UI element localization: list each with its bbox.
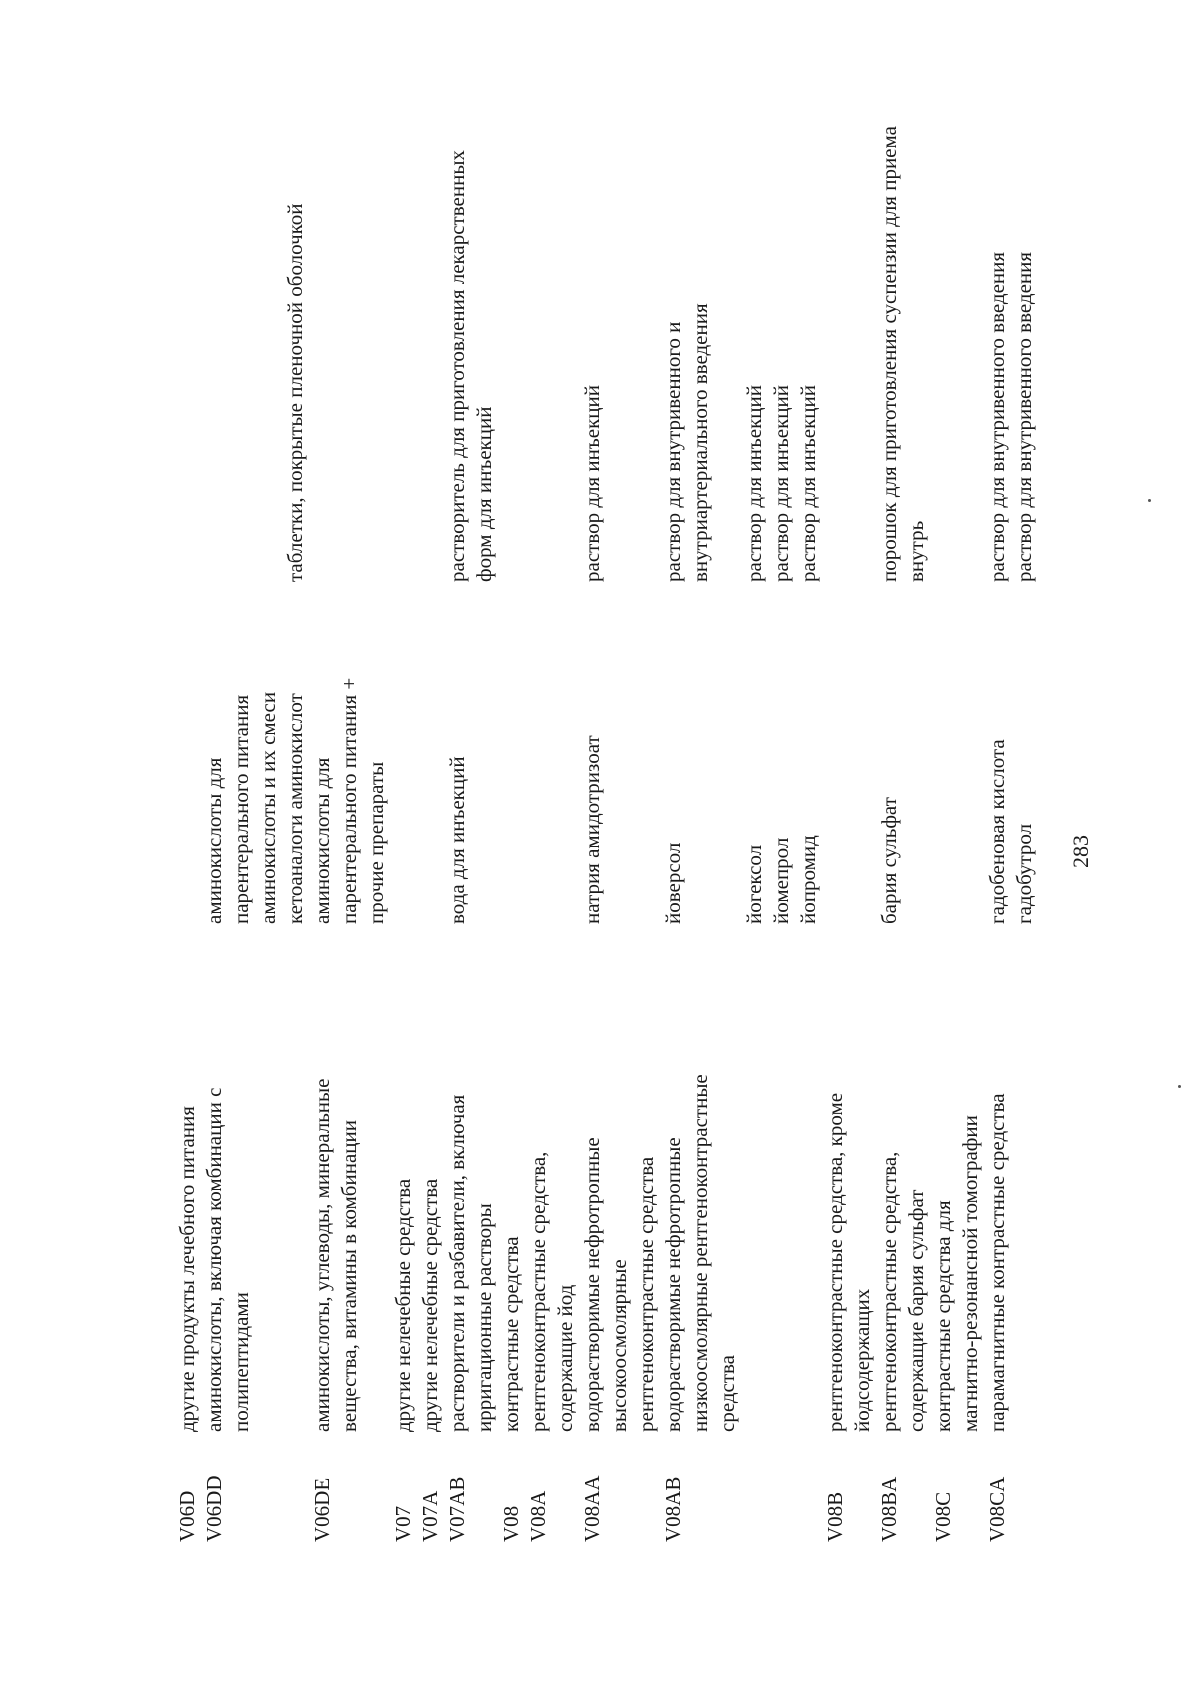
atc-code: V08C xyxy=(931,1491,955,1542)
group-name: контрастные средства для магнитно-резонансной томографии xyxy=(931,1115,982,1432)
group-name: рентгеноконтрастные средства, кроме йодсодержащих xyxy=(823,1092,874,1432)
group-name: аминокислоты, включая комбинации с полипептидами xyxy=(202,1087,253,1432)
drug-name: бария сульфат xyxy=(877,797,901,924)
drug-name: аминокислоты для парентерального питания + прочие препараты xyxy=(310,677,388,924)
atc-code: V08AA xyxy=(580,1475,604,1542)
group-name: аминокислоты, углеводы, минеральные вещества, витамины в комбинации xyxy=(310,1078,361,1432)
dosage-form: раствор для инъекций xyxy=(580,385,604,582)
dosage-form: раствор для внутривенного введения раствор для внутривенного введения xyxy=(985,251,1036,582)
group-name: водорастворимые нефротропные высокоосмолярные рентгеноконтрастные средства xyxy=(580,1137,658,1432)
atc-code: V07 xyxy=(391,1505,415,1542)
atc-code: V08 xyxy=(499,1505,523,1542)
atc-code: V08AB xyxy=(661,1476,685,1542)
drug-name: вода для инъекций xyxy=(445,756,469,924)
drug-name: натрия амидотризоат xyxy=(580,735,604,924)
drug-name: гадобеновая кислота гадобутрол xyxy=(985,739,1036,924)
group-name: растворители и разбавители, включая ирригационные растворы xyxy=(445,1094,496,1432)
dosage-form: таблетки, покрытые пленочной оболочкой xyxy=(283,203,307,582)
scan-speck xyxy=(1148,499,1151,502)
atc-code: V08BA xyxy=(877,1476,901,1542)
atc-code: V06DE xyxy=(310,1477,334,1542)
group-name: рентгеноконтрастные средства, содержащие бария сульфат xyxy=(877,1151,928,1432)
page-number: 283 xyxy=(1068,835,1093,868)
atc-code: V06D xyxy=(175,1490,199,1542)
group-name: водорастворимые нефротропные низкоосмолярные рентгеноконтрастные средства xyxy=(661,1074,739,1432)
group-name: другие продукты лечебного питания xyxy=(175,1106,199,1432)
group-name: рентгеноконтрастные средства, содержащие йод xyxy=(526,1151,577,1432)
scan-speck xyxy=(1178,1085,1181,1088)
group-name: контрастные средства xyxy=(499,1236,523,1432)
atc-code: V08CA xyxy=(985,1476,1009,1542)
dosage-form: порошок для приготовления суспензии для приема внутрь xyxy=(877,126,928,582)
group-name: другие нелечебные средства xyxy=(418,1178,442,1432)
atc-code: V08A xyxy=(526,1490,550,1542)
group-name: парамагнитные контрастные средства xyxy=(985,1093,1009,1432)
atc-code: V07AB xyxy=(445,1476,469,1542)
drug-name: аминокислоты для парентерального питания аминокислоты и их смеси кетоаналоги аминокислот xyxy=(202,691,307,924)
atc-code: V06DD xyxy=(202,1475,226,1542)
atc-code: V08B xyxy=(823,1491,847,1542)
dosage-form: растворитель для приготовления лекарственных форм для инъекций xyxy=(445,150,496,582)
group-name: другие нелечебные средства xyxy=(391,1178,415,1432)
dosage-form: раствор для внутривенного и внутриартериального введения раствор для инъекций раствор для инъекций раствор для инъекций xyxy=(661,303,820,582)
atc-code: V07A xyxy=(418,1490,442,1542)
drug-name: йоверсол йогексол йомепрол йопромид xyxy=(661,835,820,924)
